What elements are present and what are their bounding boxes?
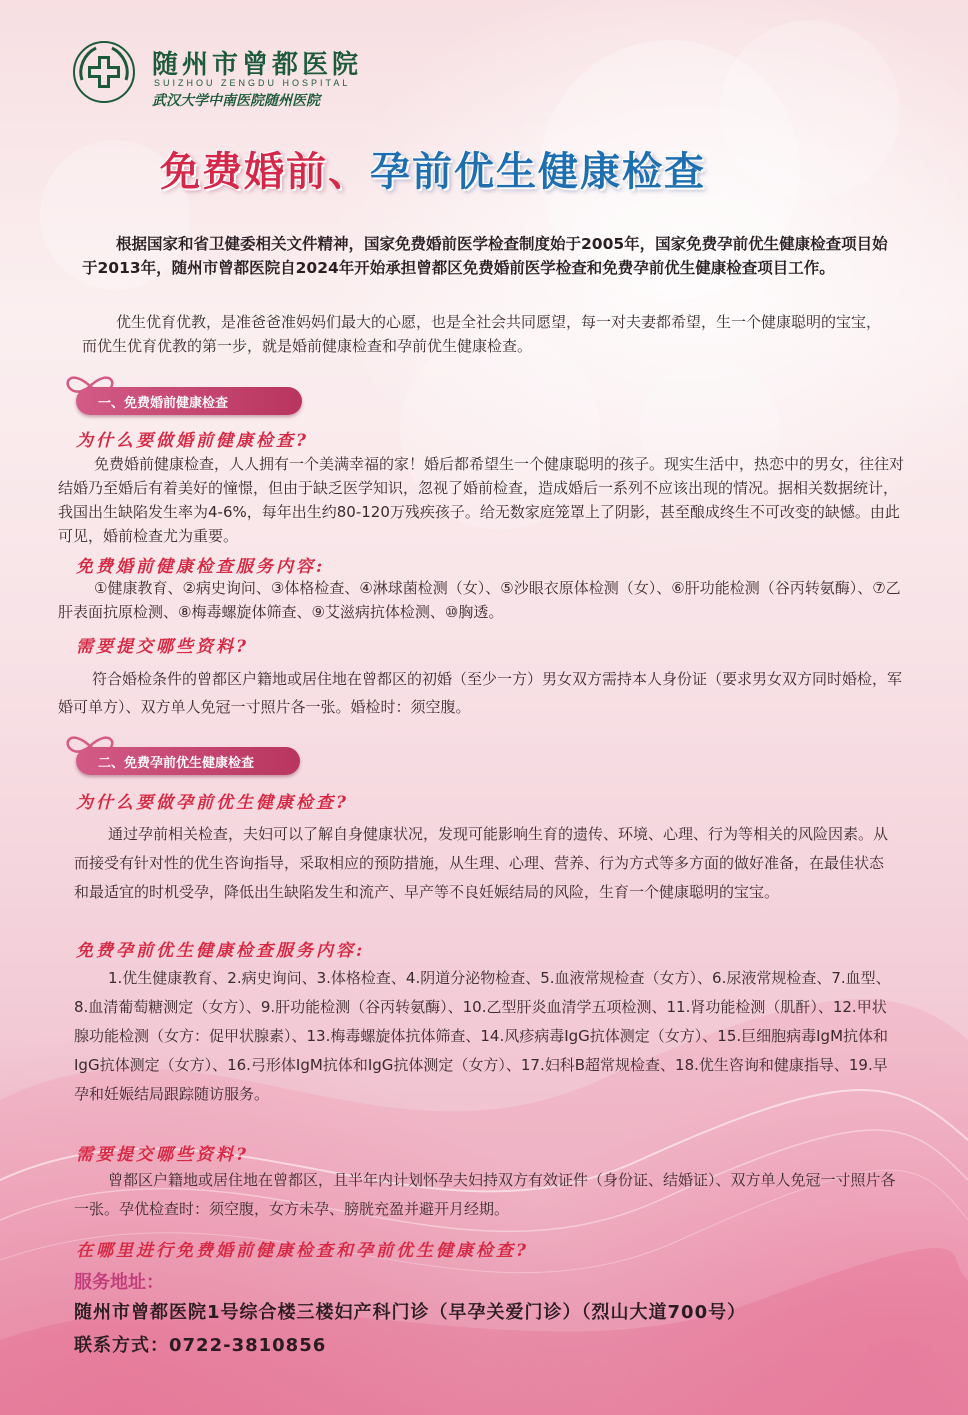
hospital-logo-icon — [72, 40, 136, 104]
section2-why-question: 为什么要做孕前优生健康检查? — [76, 793, 349, 813]
section1-content-text: ①健康教育、②病史询问、③体格检查、④淋球菌检测（女）、⑤沙眼衣原体检测（女）、⑥肝功能检测（谷丙转氨酶）、⑦乙肝表面抗原检测、⑧梅毒螺旋体筛查、⑨艾滋病抗体检测、⑩胸透。 — [58, 579, 901, 621]
section2-content-text: 1.优生健康教育、2.病史询问、3.体格检查、4.阴道分泌物检查、5.血液常规检查（女方）、6.尿液常规检查、7.血型、8.血清葡萄糖测定（女方）、9.肝功能检测（谷丙转氨酶）、10.乙型肝炎血清学五项检测、11.肾功能检测（肌酐）、12.甲状腺功能检测（女方：促甲状腺素）、13.梅毒螺旋体抗体筛查、14.风疹病毒IgG抗体测定（女方）、15.巨细胞病毒IgM抗体和IgG抗体测定（女方）、16.弓形体IgM抗体和IgG抗体测定（女方）、17.妇科B超常规检查、18.优生咨询和健康指导、19.早孕和妊娠结局跟踪随访服务。 — [74, 969, 891, 1103]
address-text: 随州市曾都医院1号综合楼三楼妇产科门诊（早孕关爱门诊）（烈山大道700号） — [74, 1302, 747, 1323]
hospital-name-cn: 随州市曾都医院 — [152, 50, 363, 80]
hospital-name-en: SUIZHOU ZENGDU HOSPITAL — [154, 78, 351, 88]
hospital-logo — [72, 40, 372, 112]
intro-paragraph-2: 优生优育优教，是准爸爸准妈妈们最大的心愿，也是全社会共同愿望，每一对夫妻都希望，生一个健康聪明的宝宝，而优生优育优教的第一步，就是婚前健康检查和孕前优生健康检查。 — [82, 313, 882, 355]
page-title — [160, 140, 820, 200]
section1-why-text: 免费婚前健康检查，人人拥有一个美满幸福的家！婚后都希望生一个健康聪明的孩子。现实生活中，热恋中的男女，往往对结婚乃至婚后有着美好的憧憬，但由于缺乏医学知识，忽视了婚前检查，造成婚后一系列不应该出现的情况。据相关数据统计，我国出生缺陷发生率为4-6%，每年出生约80-120万残疾孩子。给无数家庭笼罩上了阴影，甚至酿成终生不可改变的缺憾。由此可见，婚前检查尤为重要。 — [58, 455, 905, 545]
section1-banner-label: 一、免费婚前健康检查 — [98, 396, 229, 411]
section1-material-text: 符合婚检条件的曾都区户籍地或居住地在曾都区的初婚（至少一方）男女双方需持本人身份证（要求男女双方同时婚检，军婚可单方）、双方单人免冠一寸照片各一张。婚检时：须空腹。 — [58, 670, 903, 716]
section2-material-question: 需要提交哪些资料? — [76, 1145, 249, 1165]
address-label: 服务地址： — [74, 1272, 164, 1293]
section2-banner — [76, 747, 300, 775]
section1-banner — [76, 387, 302, 415]
section1-content-question: 免费婚前健康检查服务内容: — [76, 557, 326, 577]
hospital-affiliation: 武汉大学中南医院随州医院 — [152, 93, 320, 109]
section2-material-text: 曾都区户籍地或居住地在曾都区，且半年内计划怀孕夫妇持双方有效证件（身份证、结婚证）、双方单人免冠一寸照片各一张。孕优检查时：须空腹，女方未孕、膀胱充盈并避开月经期。 — [74, 1171, 896, 1218]
section1-material-question: 需要提交哪些资料? — [76, 637, 249, 657]
intro-paragraph-1: 根据国家和省卫健委相关文件精神，国家免费婚前医学检查制度始于2005年，国家免费孕前优生健康检查项目始于2013年，随州市曾都医院自2024年开始承担曾都区免费婚前医学检查和免费孕前优生健康检查项目工作。 — [82, 235, 888, 277]
section2-why-text: 通过孕前相关检查，夫妇可以了解自身健康状况，发现可能影响生育的遗传、环境、心理、行为等相关的风险因素。从而接受有针对性的优生咨询指导，采取相应的预防措施，从生理、心理、营养、行为方式等多方面的做好准备，在最佳状态和最适宜的时机受孕，降低出生缺陷发生和流产、早产等不良妊娠结局的风险，生育一个健康聪明的宝宝。 — [74, 825, 889, 901]
title-part2: 孕前优生健康检查 — [370, 149, 706, 195]
section2-content-question: 免费孕前优生健康检查服务内容: — [76, 941, 366, 961]
section1-why-question: 为什么要做婚前健康检查? — [76, 431, 309, 451]
section2-banner-label: 二、免费孕前优生健康检查 — [98, 756, 255, 771]
contact-text: 联系方式：0722-3810856 — [74, 1335, 327, 1356]
where-question: 在哪里进行免费婚前健康检查和孕前优生健康检查? — [76, 1241, 529, 1261]
title-part1: 免费婚前、 — [160, 149, 370, 195]
